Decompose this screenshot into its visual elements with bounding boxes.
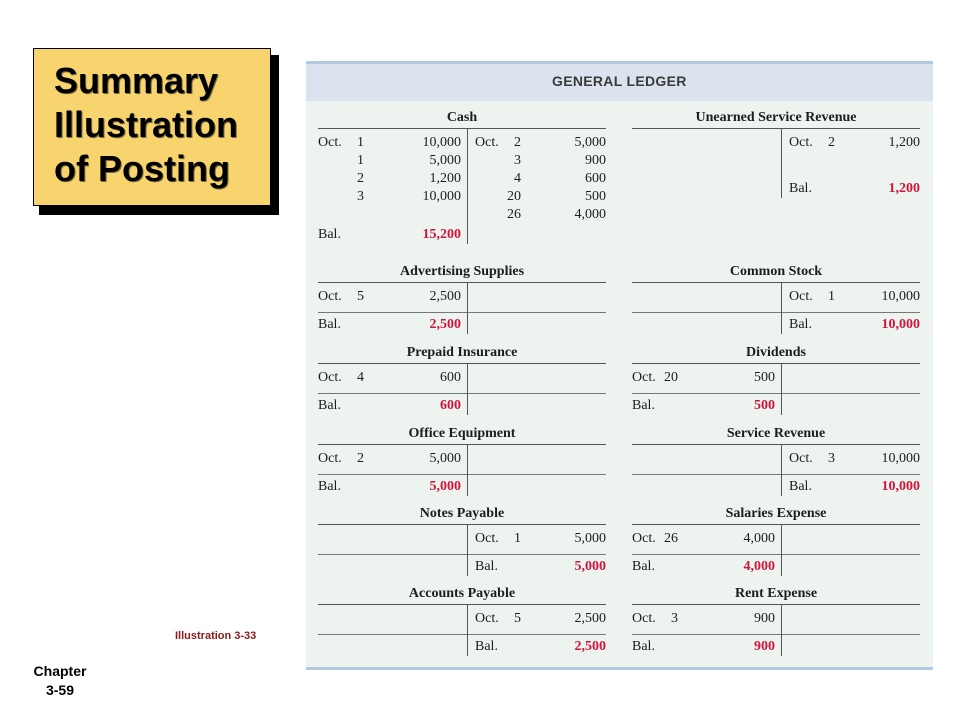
ledger-entry bbox=[789, 134, 920, 152]
entry-month: Oct. bbox=[789, 451, 813, 466]
entry-amount: 600 bbox=[585, 171, 606, 186]
ledger-entry bbox=[632, 530, 781, 548]
balance-amount: 2,500 bbox=[429, 317, 461, 332]
chapter-word: Chapter bbox=[33, 663, 87, 679]
balance-amount: 10,000 bbox=[881, 479, 920, 494]
entry-day: 3 bbox=[357, 189, 364, 204]
entry-day: 3 bbox=[514, 153, 521, 168]
entry-amount: 10,000 bbox=[881, 289, 920, 304]
account-name: Common Stock bbox=[632, 263, 920, 283]
balance-amount: 5,000 bbox=[429, 479, 461, 494]
ledger-entry bbox=[475, 610, 606, 628]
ledger-entry bbox=[475, 188, 606, 206]
account-name: Unearned Service Revenue bbox=[632, 109, 920, 129]
t-account-divider bbox=[467, 128, 468, 244]
balance-rule bbox=[632, 554, 920, 555]
balance-label: Bal. bbox=[632, 639, 655, 654]
entry-day: 2 bbox=[357, 451, 364, 466]
title-line-3: of Posting bbox=[54, 148, 230, 189]
balance-rule bbox=[318, 634, 606, 635]
balance-amount: 500 bbox=[754, 398, 775, 413]
slide-title bbox=[54, 59, 238, 191]
entry-amount: 500 bbox=[585, 189, 606, 204]
balance-label: Bal. bbox=[475, 559, 498, 574]
ledger-entry bbox=[632, 610, 781, 628]
ledger-entry bbox=[475, 134, 606, 152]
balance-row bbox=[789, 180, 920, 198]
balance-rule bbox=[318, 393, 606, 394]
entry-day: 26 bbox=[664, 531, 678, 546]
ledger-header bbox=[306, 64, 933, 101]
entry-month: Oct. bbox=[789, 135, 813, 150]
balance-row bbox=[475, 558, 606, 576]
ledger-entry bbox=[318, 134, 467, 152]
balance-label: Bal. bbox=[789, 479, 812, 494]
entry-month: Oct. bbox=[318, 370, 342, 385]
balance-rule bbox=[632, 634, 920, 635]
balance-amount: 900 bbox=[754, 639, 775, 654]
chapter-label bbox=[20, 662, 100, 700]
entry-month: Oct. bbox=[318, 289, 342, 304]
entry-amount: 4,000 bbox=[574, 207, 606, 222]
entry-day: 4 bbox=[514, 171, 521, 186]
t-account-divider bbox=[781, 524, 782, 576]
balance-amount: 15,200 bbox=[422, 227, 461, 242]
entry-month: Oct. bbox=[475, 135, 499, 150]
balance-row bbox=[318, 226, 467, 244]
entry-month: Oct. bbox=[318, 451, 342, 466]
account-name: Notes Payable bbox=[318, 505, 606, 525]
balance-rule bbox=[632, 393, 920, 394]
t-account-divider bbox=[781, 282, 782, 334]
balance-amount: 5,000 bbox=[574, 559, 606, 574]
entry-day: 2 bbox=[357, 171, 364, 186]
ledger-entry bbox=[475, 530, 606, 548]
account-name: Advertising Supplies bbox=[318, 263, 606, 283]
balance-label: Bal. bbox=[632, 398, 655, 413]
entry-day: 26 bbox=[507, 207, 521, 222]
entry-amount: 1,200 bbox=[888, 135, 920, 150]
entry-amount: 10,000 bbox=[422, 135, 461, 150]
chapter-number: 3-59 bbox=[45, 682, 75, 698]
entry-amount: 900 bbox=[585, 153, 606, 168]
ledger-entry bbox=[475, 152, 606, 170]
entry-day: 4 bbox=[357, 370, 364, 385]
balance-rule bbox=[318, 312, 606, 313]
entry-month: Oct. bbox=[475, 611, 499, 626]
balance-row bbox=[475, 638, 606, 656]
entry-day: 20 bbox=[664, 370, 678, 385]
entry-day: 3 bbox=[671, 611, 678, 626]
balance-row bbox=[789, 316, 920, 334]
entry-amount: 2,500 bbox=[574, 611, 606, 626]
t-account-divider bbox=[467, 282, 468, 334]
illustration-label: Illustration 3-33 bbox=[175, 630, 257, 642]
balance-label: Bal. bbox=[318, 317, 341, 332]
balance-label: Bal. bbox=[632, 559, 655, 574]
entry-month: Oct. bbox=[632, 370, 656, 385]
ledger-entry bbox=[318, 369, 467, 387]
balance-rule bbox=[632, 312, 920, 313]
title-box bbox=[33, 48, 271, 206]
ledger-entry bbox=[318, 188, 467, 206]
entry-day: 5 bbox=[357, 289, 364, 304]
balance-label: Bal. bbox=[318, 398, 341, 413]
balance-row bbox=[632, 558, 781, 576]
balance-row bbox=[318, 478, 467, 496]
entry-day: 1 bbox=[828, 289, 835, 304]
entry-day: 20 bbox=[507, 189, 521, 204]
t-account-divider bbox=[781, 444, 782, 496]
ledger-entry bbox=[475, 170, 606, 188]
account-name: Office Equipment bbox=[318, 425, 606, 445]
balance-row bbox=[632, 397, 781, 415]
balance-row bbox=[632, 638, 781, 656]
balance-amount: 2,500 bbox=[574, 639, 606, 654]
ledger-entry bbox=[318, 288, 467, 306]
t-account-divider bbox=[781, 128, 782, 198]
t-account-divider bbox=[781, 363, 782, 415]
entry-amount: 5,000 bbox=[429, 153, 461, 168]
balance-row bbox=[789, 478, 920, 496]
entry-amount: 5,000 bbox=[429, 451, 461, 466]
entry-amount: 10,000 bbox=[881, 451, 920, 466]
account-name: Accounts Payable bbox=[318, 585, 606, 605]
entry-amount: 2,500 bbox=[429, 289, 461, 304]
balance-amount: 600 bbox=[440, 398, 461, 413]
account-name: Cash bbox=[318, 109, 606, 129]
entry-day: 2 bbox=[828, 135, 835, 150]
t-account-divider bbox=[467, 524, 468, 576]
account-name: Prepaid Insurance bbox=[318, 344, 606, 364]
entry-day: 1 bbox=[514, 531, 521, 546]
balance-label: Bal. bbox=[789, 181, 812, 196]
entry-amount: 10,000 bbox=[422, 189, 461, 204]
entry-day: 5 bbox=[514, 611, 521, 626]
balance-label: Bal. bbox=[475, 639, 498, 654]
balance-rule bbox=[318, 474, 606, 475]
t-account-divider bbox=[467, 604, 468, 656]
entry-amount: 5,000 bbox=[574, 531, 606, 546]
account-name: Rent Expense bbox=[632, 585, 920, 605]
ledger-entry bbox=[318, 170, 467, 188]
entry-month: Oct. bbox=[632, 531, 656, 546]
t-account-divider bbox=[781, 604, 782, 656]
account-name: Dividends bbox=[632, 344, 920, 364]
ledger-entry bbox=[318, 450, 467, 468]
ledger-entry bbox=[789, 288, 920, 306]
ledger-entry bbox=[632, 369, 781, 387]
entry-amount: 600 bbox=[440, 370, 461, 385]
ledger-title: GENERAL LEDGER bbox=[552, 73, 687, 89]
balance-amount: 10,000 bbox=[881, 317, 920, 332]
title-line-2: Illustration bbox=[54, 104, 239, 145]
balance-label: Bal. bbox=[318, 479, 341, 494]
entry-month: Oct. bbox=[789, 289, 813, 304]
account-name: Salaries Expense bbox=[632, 505, 920, 525]
entry-day: 3 bbox=[828, 451, 835, 466]
ledger-entry bbox=[318, 152, 467, 170]
entry-amount: 5,000 bbox=[574, 135, 606, 150]
entry-month: Oct. bbox=[632, 611, 656, 626]
balance-row bbox=[318, 316, 467, 334]
balance-label: Bal. bbox=[789, 317, 812, 332]
t-account-divider bbox=[467, 363, 468, 415]
entry-day: 1 bbox=[357, 135, 364, 150]
general-ledger-panel bbox=[306, 61, 933, 670]
entry-month: Oct. bbox=[318, 135, 342, 150]
ledger-entry bbox=[475, 206, 606, 224]
balance-amount: 4,000 bbox=[743, 559, 775, 574]
balance-rule bbox=[632, 474, 920, 475]
balance-label: Bal. bbox=[318, 227, 341, 242]
entry-day: 2 bbox=[514, 135, 521, 150]
entry-day: 1 bbox=[357, 153, 364, 168]
t-account-divider bbox=[467, 444, 468, 496]
entry-amount: 4,000 bbox=[743, 531, 775, 546]
balance-rule bbox=[318, 554, 606, 555]
entry-amount: 1,200 bbox=[429, 171, 461, 186]
entry-month: Oct. bbox=[475, 531, 499, 546]
entry-amount: 900 bbox=[754, 611, 775, 626]
account-name: Service Revenue bbox=[632, 425, 920, 445]
ledger-entry bbox=[789, 450, 920, 468]
balance-amount: 1,200 bbox=[888, 181, 920, 196]
balance-row bbox=[318, 397, 467, 415]
entry-amount: 500 bbox=[754, 370, 775, 385]
title-line-1: Summary bbox=[54, 60, 219, 101]
